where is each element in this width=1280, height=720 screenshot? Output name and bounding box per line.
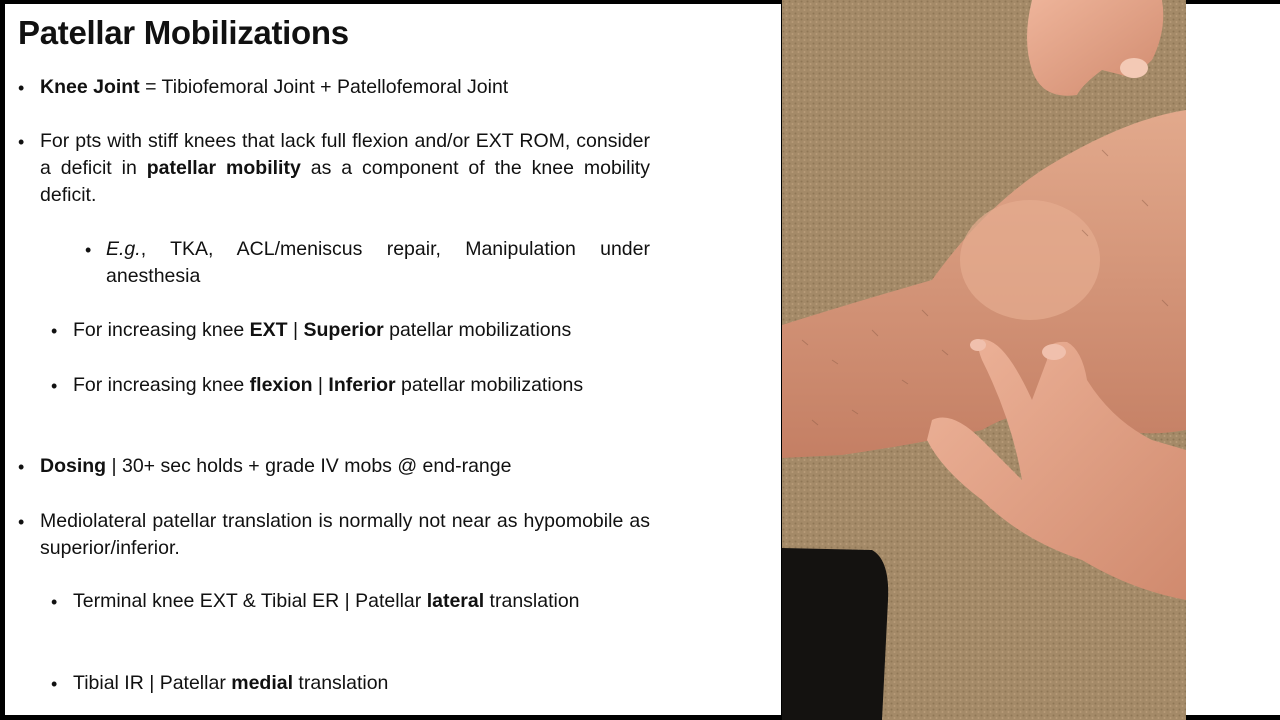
bullet-dot: • — [18, 457, 25, 477]
bold-text: lateral — [426, 590, 485, 612]
bullet-dot: • — [51, 376, 58, 396]
text: | — [312, 374, 329, 396]
text: Terminal knee EXT & Tibial ER | Patellar — [73, 590, 427, 612]
bold-text: Inferior — [328, 374, 396, 396]
text: , TKA, ACL/meniscus repair, Manipulation under anesthesia — [106, 238, 650, 287]
bullet-examples — [106, 236, 650, 290]
bullet-tibial-ir — [73, 670, 663, 697]
bullet-stiff-knees — [40, 128, 650, 209]
bullet-dot: • — [51, 592, 58, 612]
bold-text: medial — [231, 672, 294, 694]
bullet-increasing-flexion — [73, 372, 650, 399]
text: patellar mobilizations — [383, 319, 572, 341]
knee-mobilization-photo — [782, 0, 1186, 720]
bold-text: Superior — [303, 319, 384, 341]
bold-text: patellar mobility — [146, 157, 301, 179]
text: Mediolateral patellar translation is normally not near as hypomobile as superior/inferior. — [40, 510, 650, 559]
text: | — [287, 319, 304, 341]
text: For increasing knee — [73, 374, 250, 396]
bullet-dot: • — [18, 512, 25, 532]
slide-title: Patellar Mobilizations — [18, 14, 349, 51]
bullet-dot: • — [18, 78, 25, 98]
bullet-dot: • — [51, 674, 58, 694]
italic-text: E.g. — [106, 238, 141, 260]
text: For pts with stiff knees that lack full flexion and/or EXT ROM, consider a deficit in — [40, 130, 650, 179]
bullet-increasing-ext — [73, 317, 663, 344]
text: For increasing knee — [73, 319, 250, 341]
bullet-dot: • — [85, 240, 92, 260]
bold-text: Dosing — [40, 455, 107, 477]
bold-text: Knee Joint — [40, 76, 140, 98]
right-blank-panel — [1186, 4, 1280, 715]
bullet-dosing — [40, 453, 660, 480]
bullet-knee-joint — [40, 74, 650, 101]
bullet-dot: • — [18, 132, 25, 152]
text: translation — [293, 672, 389, 694]
text: | 30+ sec holds + grade IV mobs @ end-range — [106, 455, 512, 477]
slide-panel — [5, 4, 781, 715]
bullet-terminal-ext — [73, 588, 650, 615]
bullet-mediolateral — [40, 508, 650, 562]
text: Tibial IR | Patellar — [73, 672, 232, 694]
bold-text: flexion — [249, 374, 313, 396]
bold-text: EXT — [249, 319, 288, 341]
text: translation — [484, 590, 580, 612]
text: = Tibiofemoral Joint + Patellofemoral Joint — [139, 76, 509, 98]
text: patellar mobilizations — [395, 374, 584, 396]
bullet-dot: • — [51, 321, 58, 341]
text: as a component of the knee mobility deficit. — [40, 157, 650, 206]
